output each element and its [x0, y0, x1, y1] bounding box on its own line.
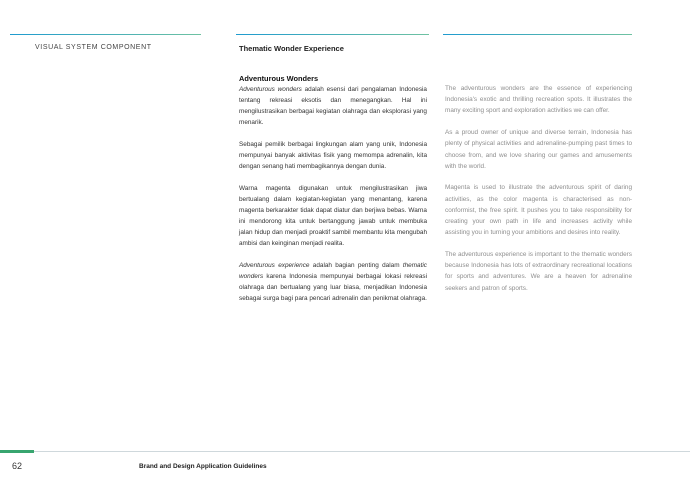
header-rule-middle — [236, 34, 429, 35]
section-heading: Adventurous Wonders — [239, 74, 319, 83]
indonesian-paragraph-4 — [239, 260, 427, 304]
english-paragraph-4: The adventurous experience is important to the thematic wonders because Indonesia has lots of extraordinary recreational locations for sports and adventures. We are a heaven for adrenaline seekers and patron of sports. — [445, 250, 632, 292]
indonesian-paragraph-2: Sebagai pemilik berbagai lingkungan alam yang unik, Indonesia mempunyai banyak aktivitas fisik yang memompa adrenalin, kita dengan senang hati membagikannya dengan dunia. — [239, 140, 427, 171]
section-label: VISUAL SYSTEM COMPONENT — [35, 44, 152, 51]
term-italic: Adventurous wonders — [239, 86, 302, 93]
header-rule-left — [10, 34, 201, 35]
indonesian-column — [239, 74, 427, 315]
indonesian-paragraph-3: Warna magenta digunakan untuk mengilustrasikan jiwa bertualang dalam kegiatan-kegiatan yang menantang, karena magenta berkarakter tidak dapat diatur dan berjiwa bebas. Warna ini mendorong kita untuk bertanggung jawab untuk membuka jalan hidup dan menjadi proaktif sambil membantu kita mengubah ambisi dan keinginan menjadi realita. — [239, 184, 427, 248]
paragraph-text: karena Indonesia mempunyai berbagai lokasi rekreasi olahraga dan bertualang yang luar biasa, menjadikan Indonesia sebagai surga bagi para pencari adrenalin dan penikmat olahraga. — [239, 272, 427, 302]
footer-title: Brand and Design Application Guidelines — [139, 463, 267, 470]
paragraph-text: adalah bagian penting dalam — [309, 261, 403, 269]
indonesian-paragraph-1 — [239, 84, 427, 128]
footer-accent — [0, 450, 34, 453]
footer-bar — [0, 450, 690, 453]
header-rule-right — [443, 34, 632, 35]
term-italic: Adventurous experience — [239, 261, 310, 269]
paragraph-text: adalah esensi dari pengalaman Indonesia tentang rekreasi eksotis dan menegangkan. Hal ini mengilustrasikan berbagai kegiatan olahraga dan eksplorasi yang menarik. — [239, 86, 427, 127]
page-number: 62 — [12, 461, 23, 471]
english-paragraph-2: As a proud owner of unique and diverse terrain, Indonesia has plenty of physical activities and adrenaline-pumping past times to choose from, and we love sharing our games and amusements with the world. — [445, 129, 632, 170]
english-paragraph-3: Magenta is used to illustrate the adventurous spirit of daring activities, as the color magenta is characterised as non-conformist, the free spirit. It pushes you to take responsibility for creating your own path in life and increases activity while assisting you in turning your ambitions and desires into reality. — [445, 184, 632, 237]
page-title: Thematic Wonder Experience — [239, 44, 344, 53]
english-column — [445, 83, 632, 304]
term-italic: thematic wonders — [239, 261, 427, 280]
footer-line — [34, 451, 690, 452]
english-paragraph-1: The adventurous wonders are the essence of experiencing Indonesia's exotic and thrilling recreation spots. It illustrates the many exciting sport and exploration activities we can offer. — [445, 85, 632, 115]
